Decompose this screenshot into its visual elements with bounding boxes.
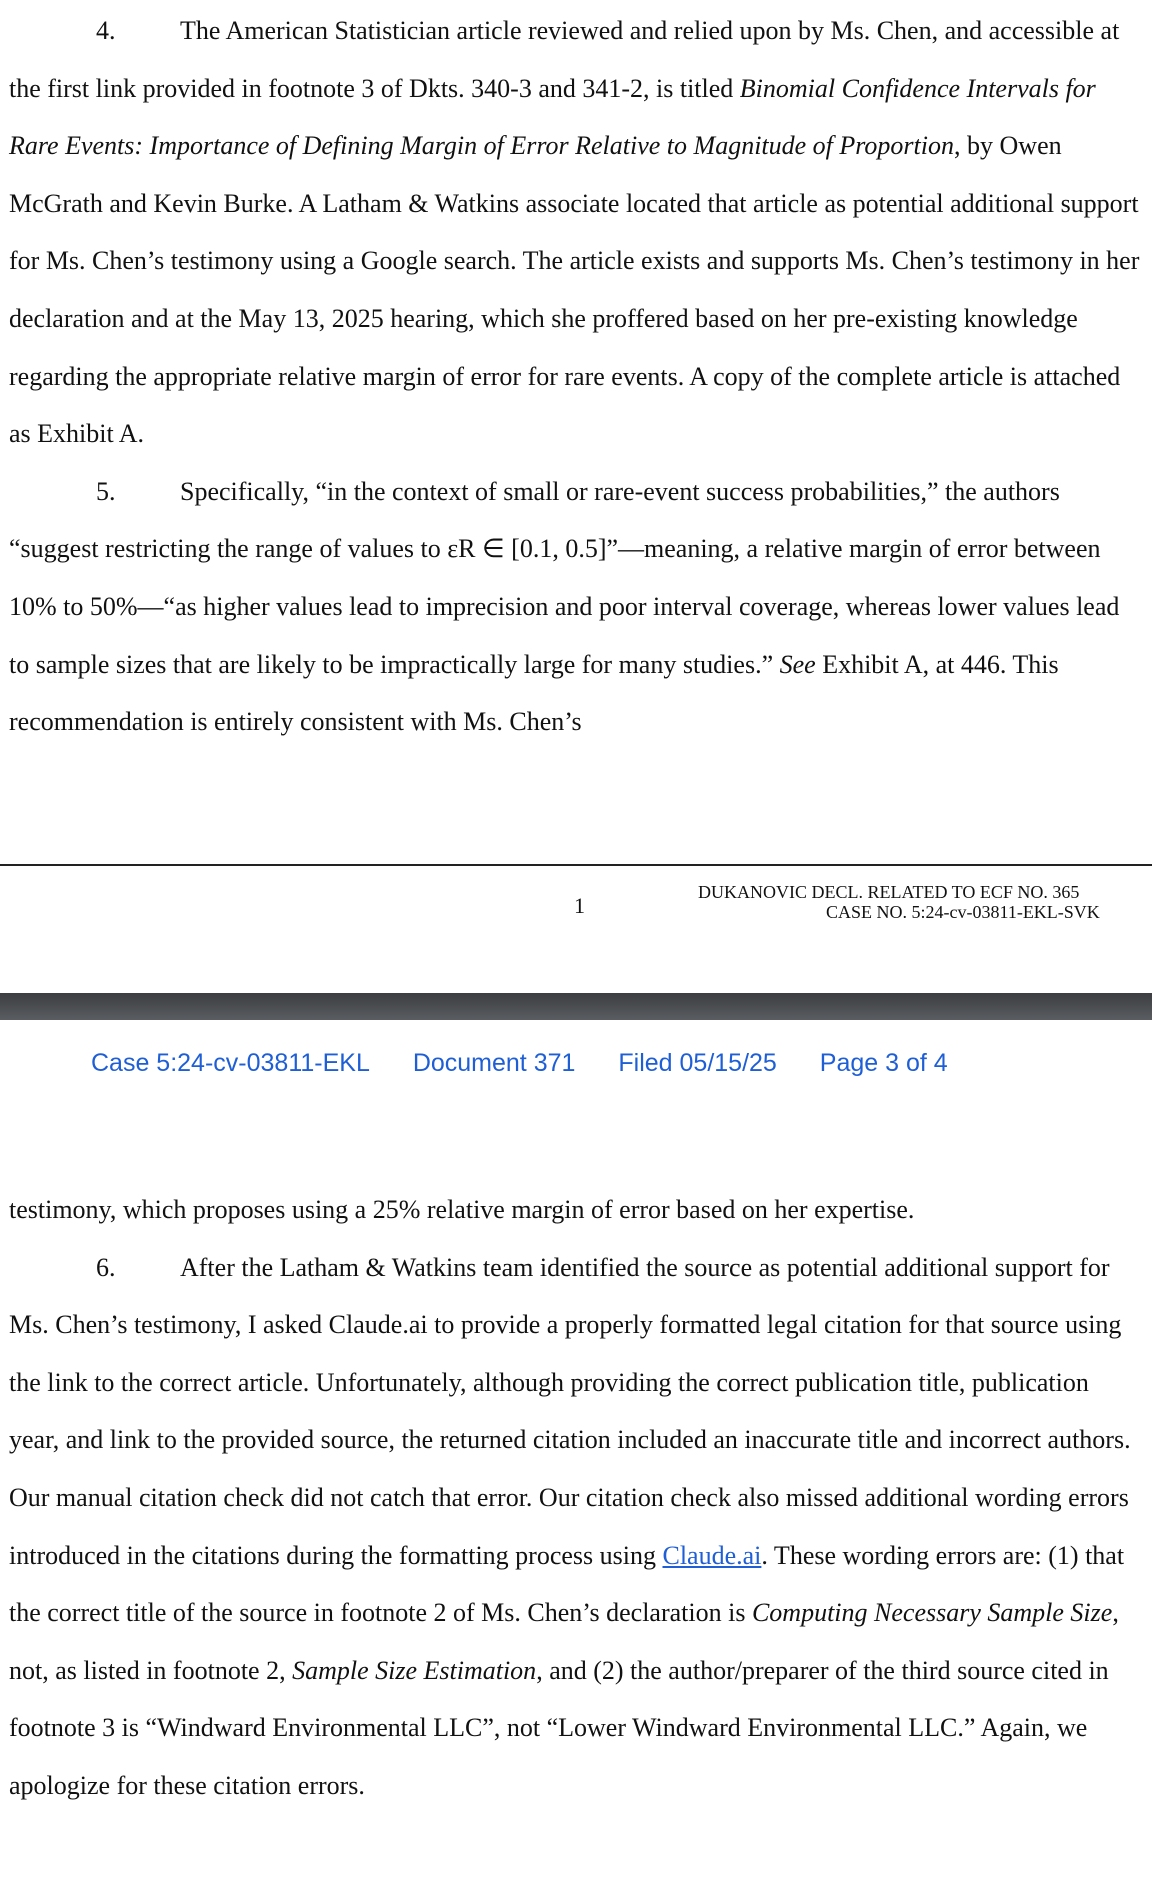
page-top-body xyxy=(9,2,1143,751)
paragraph-text: After the Latham & Watkins team identified the source as potential additional support for Ms. Chen’s testimony, I asked Claude.ai to provide a properly formatted legal citation for that source using the link to the correct article. Unfortunately, although providing the correct publication title, publication year, and link to the provided source, the returned citation included an inaccurate title and incorrect authors. Our manual citation check did not catch that error. Our citation check also missed additional wording errors introduced in the citations during the formatting process using xyxy=(9,1252,1131,1570)
correct-source-title: Computing Necessary Sample Size xyxy=(751,1598,1113,1628)
claude-ai-link[interactable]: Claude.ai xyxy=(662,1540,762,1570)
footer-rule xyxy=(0,864,1152,866)
footer-decl-line: DUKANOVIC DECL. RELATED TO ECF NO. 365 xyxy=(698,882,1080,902)
paragraph-4 xyxy=(9,2,1143,463)
paragraph-text: Specifically, “in the context of small or rare-event success probabilities,” the authors “suggest restricting the range of values to εR ∈ [0.1, 0.5]”—meaning, a relative margin of error between 10% to 50%—“as higher values lead to imprecision and poor interval coverage, whereas lower values lead to sample sizes that are likely to be impractically large for many studies.” xyxy=(9,476,1120,679)
paragraph-number: 5. xyxy=(96,476,116,506)
paragraph-text: , and (2) the author/preparer of the third source cited in footnote 3 is “Windward Environmental LLC”, not “Lower Windward Environmental LLC.” Again, we apologize for these citation errors. xyxy=(9,1655,1109,1800)
paragraph-text: Exhibit A, at 446. This recommendation is entirely consistent with Ms. Chen’s xyxy=(9,649,1059,737)
footer-page-number: 1 xyxy=(574,893,585,918)
paragraph-5 xyxy=(9,463,1143,751)
page-separator xyxy=(0,993,1152,1020)
article-title: Binomial Confidence Intervals for Rare Events: Importance of Defining Margin of Error Relative to Magnitude of Proportion xyxy=(9,73,1096,161)
page-bottom-body xyxy=(9,1181,1143,1815)
footer-case-line: CASE NO. 5:24-cv-03811-EKL-SVK xyxy=(826,902,1100,922)
paragraph-text: , by Owen McGrath and Kevin Burke. A Latham & Watkins associate located that article as potential additional support for Ms. Chen’s testimony using a Google search. The article exists and supports Ms. Chen’s testimony in her declaration and at the May 13, 2025 hearing, which she proffered based on her pre-existing knowledge regarding the appropriate relative margin of error for rare events. A copy of the complete article is attached as Exhibit A. xyxy=(9,131,1140,449)
header-case: Case 5:24-cv-03811-EKL xyxy=(91,1049,370,1077)
continuation-line: testimony, which proposes using a 25% relative margin of error based on her expertise. xyxy=(9,1195,915,1224)
header-filed: Filed 05/15/25 xyxy=(618,1049,777,1077)
paragraph-text: . These wording errors are: (1) that the correct title of the source in footnote 2 of Ms. Chen’s declaration is xyxy=(9,1540,1125,1628)
footer-case-info xyxy=(698,882,1100,922)
incorrect-source-title: Sample Size Estimation xyxy=(292,1655,537,1685)
see-signal: See xyxy=(779,649,816,679)
paragraph-number: 6. xyxy=(96,1252,116,1282)
header-page: Page 3 of 4 xyxy=(819,1049,948,1077)
paragraph-number: 4. xyxy=(96,16,116,45)
document-header xyxy=(91,1049,984,1078)
paragraph-text: The American Statistician article reviewed and relied upon by Ms. Chen, and accessible at the first link provided in footnote 3 of Dkts. 340-3 and 341-2, is titled xyxy=(9,16,1120,103)
paragraph-text: , not, as listed in footnote 2, xyxy=(9,1598,1119,1685)
paragraph-6 xyxy=(9,1239,1143,1815)
header-document: Document 371 xyxy=(412,1049,576,1077)
